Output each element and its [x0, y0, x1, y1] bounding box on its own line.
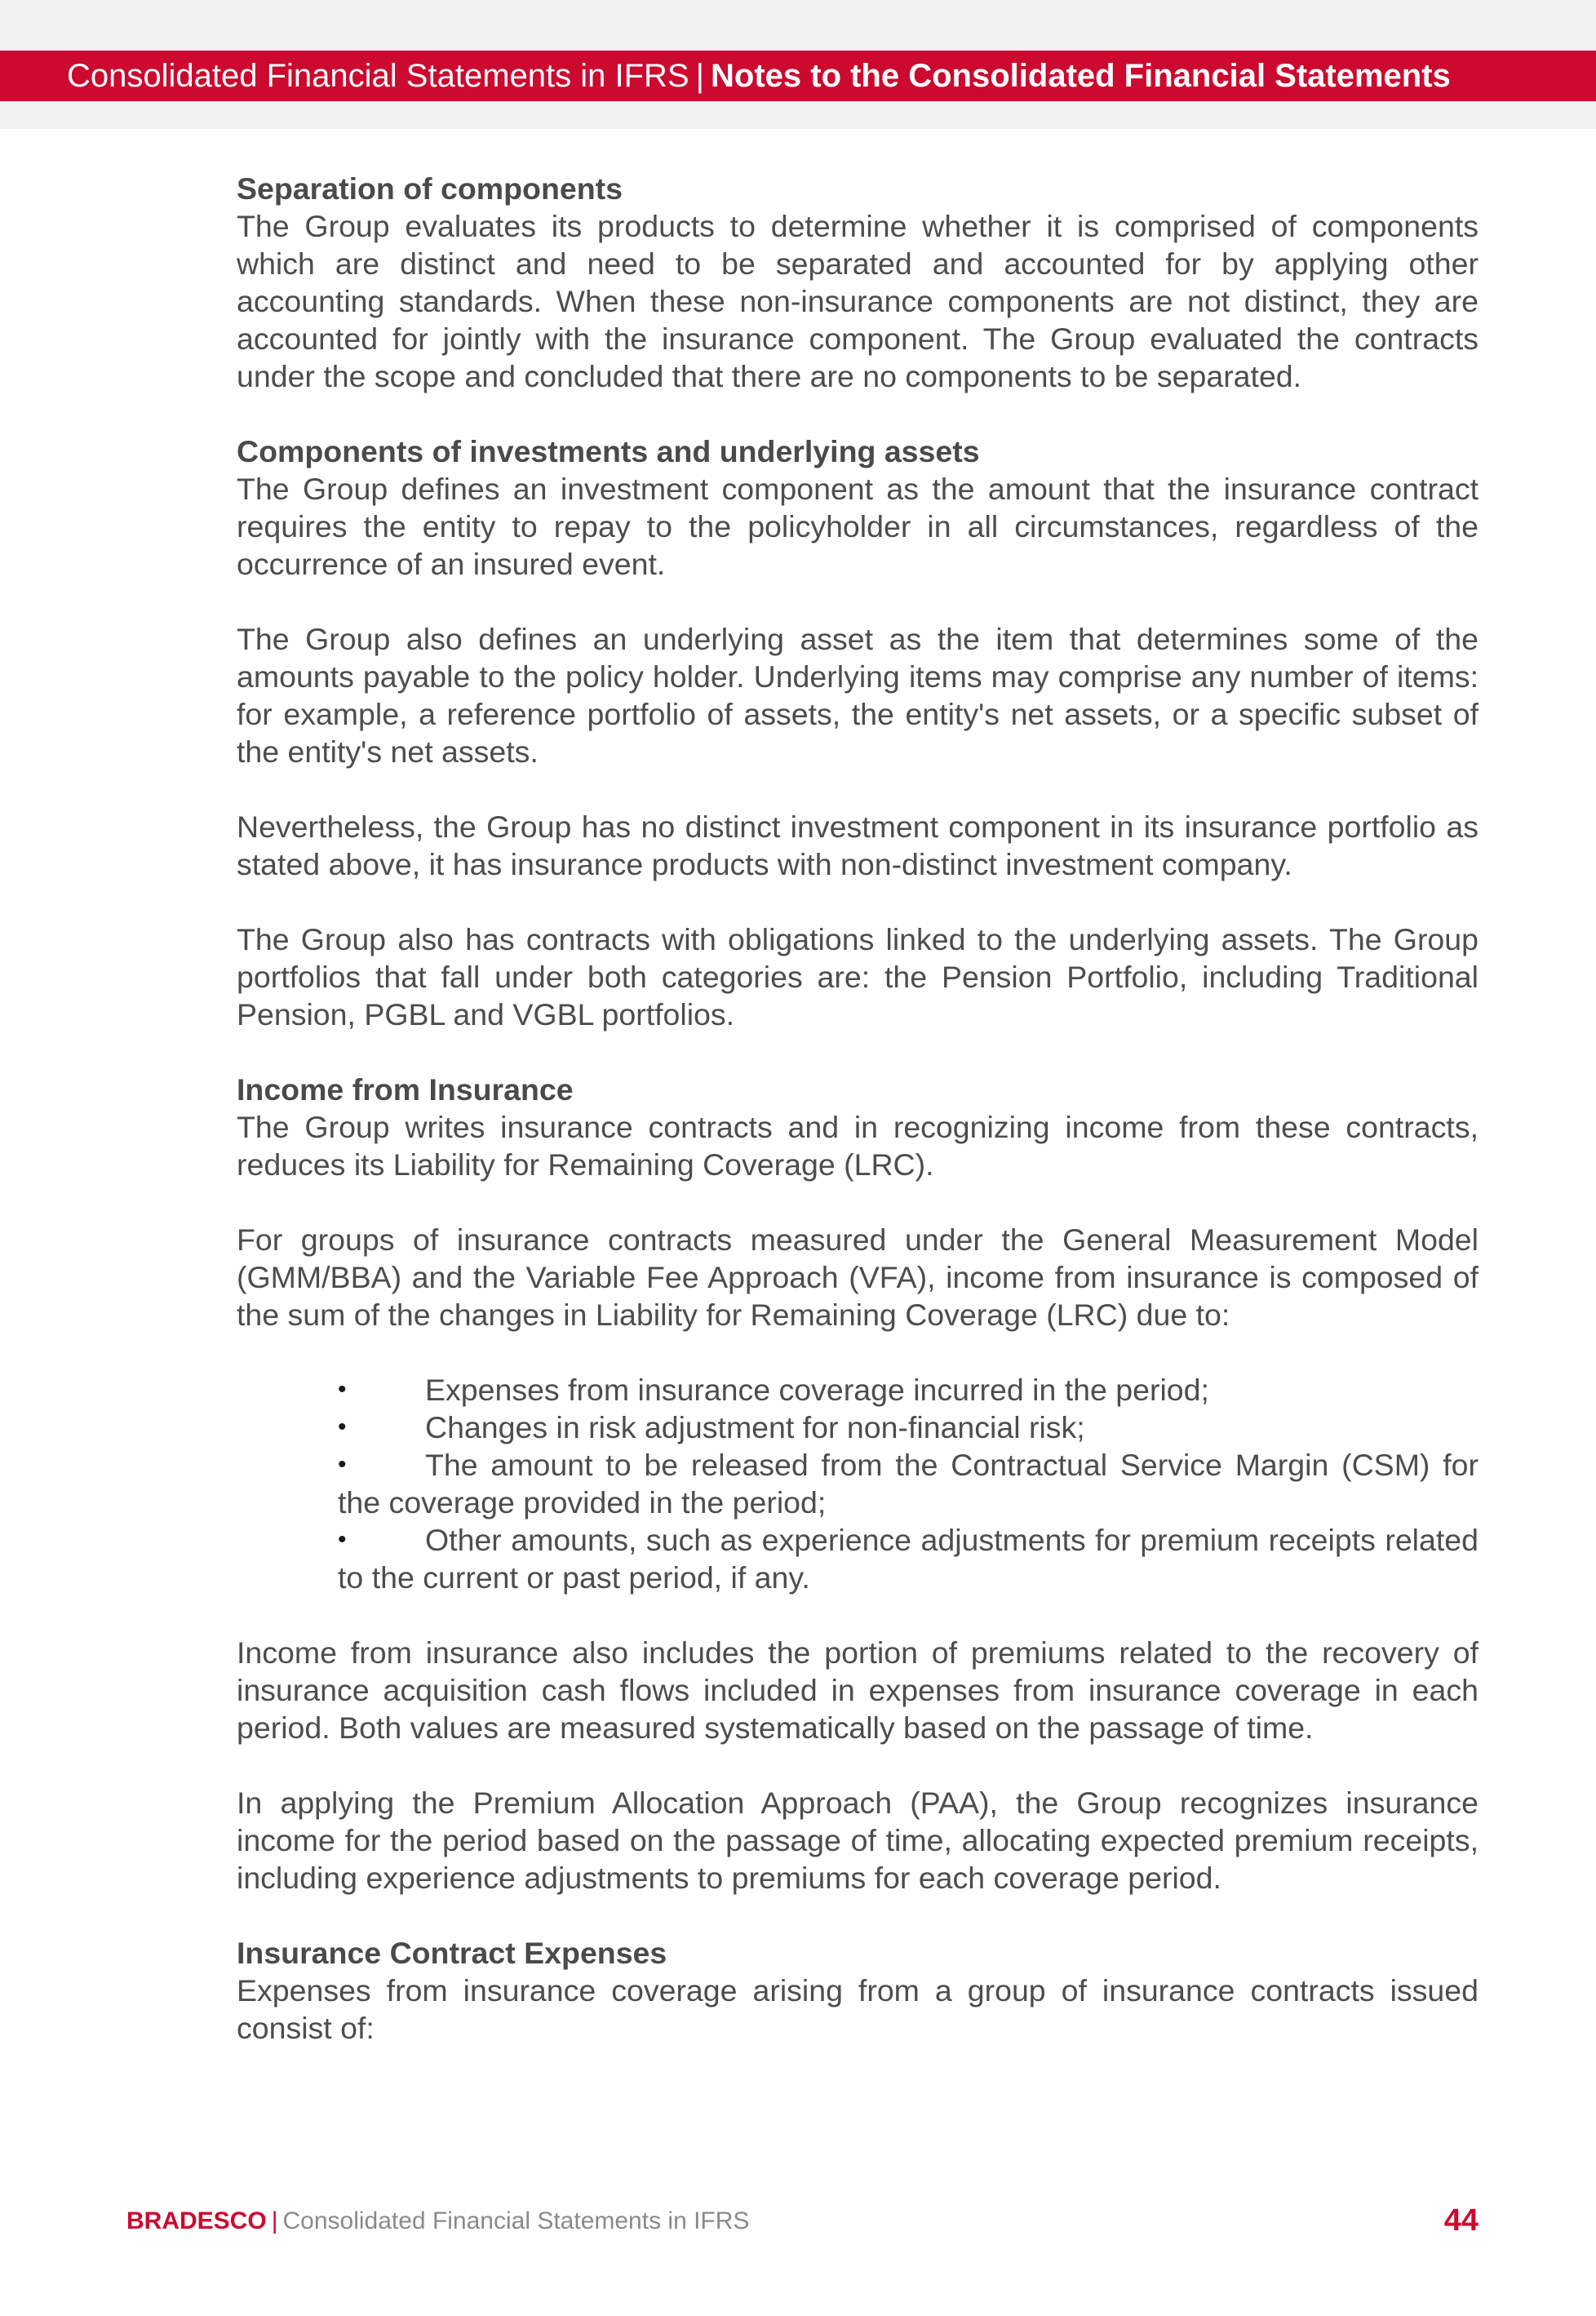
paragraph: The Group also defines an underlying asset as the item that determines some of the amounts payable to the policy holder. Underlying items may comprise any number of items: for example, a reference portfolio of assets, the entity's net assets, or a specific subset of the entity's net assets.	[237, 622, 1479, 769]
paragraph: The Group writes insurance contracts and in recognizing income from these contracts, reduces its Liability for Remaining Coverage (LRC).	[237, 1110, 1479, 1182]
header-right-text: Notes to the Consolidated Financial Statements	[711, 58, 1451, 94]
paragraph: Income from insurance also includes the portion of premiums related to the recovery of insurance acquisition cash flows included in expenses from insurance coverage in each period. Both values are measured systematically based on the passage of time.	[237, 1635, 1479, 1745]
paragraph: For groups of insurance contracts measured under the General Measurement Model (GMM/BBA) and the Variable Fee Approach (VFA), income from insurance is composed of the sum of the changes in Liability for Remaining Coverage (LRC) due to:	[237, 1222, 1479, 1332]
document-body	[237, 170, 1479, 2047]
page-number: 44	[1443, 2203, 1479, 2238]
bullet-list	[237, 1371, 1479, 1596]
list-item: • Other amounts, such as experience adjustments for premium receipts related to the current or past period, if any.	[338, 1523, 1479, 1595]
heading-income: Income from Insurance	[237, 1072, 574, 1107]
list-item: • Changes in risk adjustment for non-financial risk;	[338, 1410, 1085, 1444]
heading-expenses: Insurance Contract Expenses	[237, 1936, 667, 1970]
paragraph: The Group defines an investment component as the amount that the insurance contract requires the entity to repay to the policyholder in all circumstances, regardless of the occurrence of an insured event.	[237, 472, 1479, 581]
bullet-icon: •	[338, 1526, 347, 1553]
paragraph: The Group also has contracts with obligations linked to the underlying assets. The Group portfolios that fall under both categories are: the Pension Portfolio, including Traditional Pension, PGBL and VGBL portfolios.	[237, 922, 1479, 1032]
header-title	[67, 51, 1451, 101]
paragraph: Nevertheless, the Group has no distinct investment component in its insurance portfolio as stated above, it has insurance products with non-distinct investment company.	[237, 810, 1479, 881]
paragraph: In applying the Premium Allocation Approach (PAA), the Group recognizes insurance income for the period based on the passage of time, allocating expected premium receipts, including experience adjustments to premiums for each coverage period.	[237, 1786, 1479, 1895]
paragraph: The Group evaluates its products to determine whether it is comprised of components which are distinct and need to be separated and accounted for by applying other accounting standards. When these non-insurance components are not distinct, they are accounted for jointly with the insurance component. The Group evaluated the contracts under the scope and concluded that there are no components to be separated.	[237, 209, 1479, 393]
heading-components: Components of investments and underlying assets	[237, 434, 980, 468]
heading-separation: Separation of components	[237, 171, 623, 206]
footer	[126, 2203, 749, 2239]
bullet-icon: •	[338, 1451, 347, 1478]
bullet-icon: •	[338, 1413, 347, 1440]
list-item: • Expenses from insurance coverage incurred in the period;	[338, 1373, 1209, 1407]
list-item: • The amount to be released from the Contractual Service Margin (CSM) for the coverage provided in the period;	[338, 1448, 1479, 1520]
paragraph: Expenses from insurance coverage arising from a group of insurance contracts issued consist of:	[237, 1973, 1479, 2045]
header-separator: |	[695, 58, 704, 94]
bullet-icon: •	[338, 1376, 347, 1403]
footer-brand: BRADESCO	[126, 2207, 267, 2234]
header-bar	[0, 51, 1596, 101]
header-left-text: Consolidated Financial Statements in IFRS	[67, 58, 689, 94]
footer-separator: |	[271, 2207, 278, 2234]
footer-subtitle: Consolidated Financial Statements in IFRS	[282, 2207, 750, 2234]
